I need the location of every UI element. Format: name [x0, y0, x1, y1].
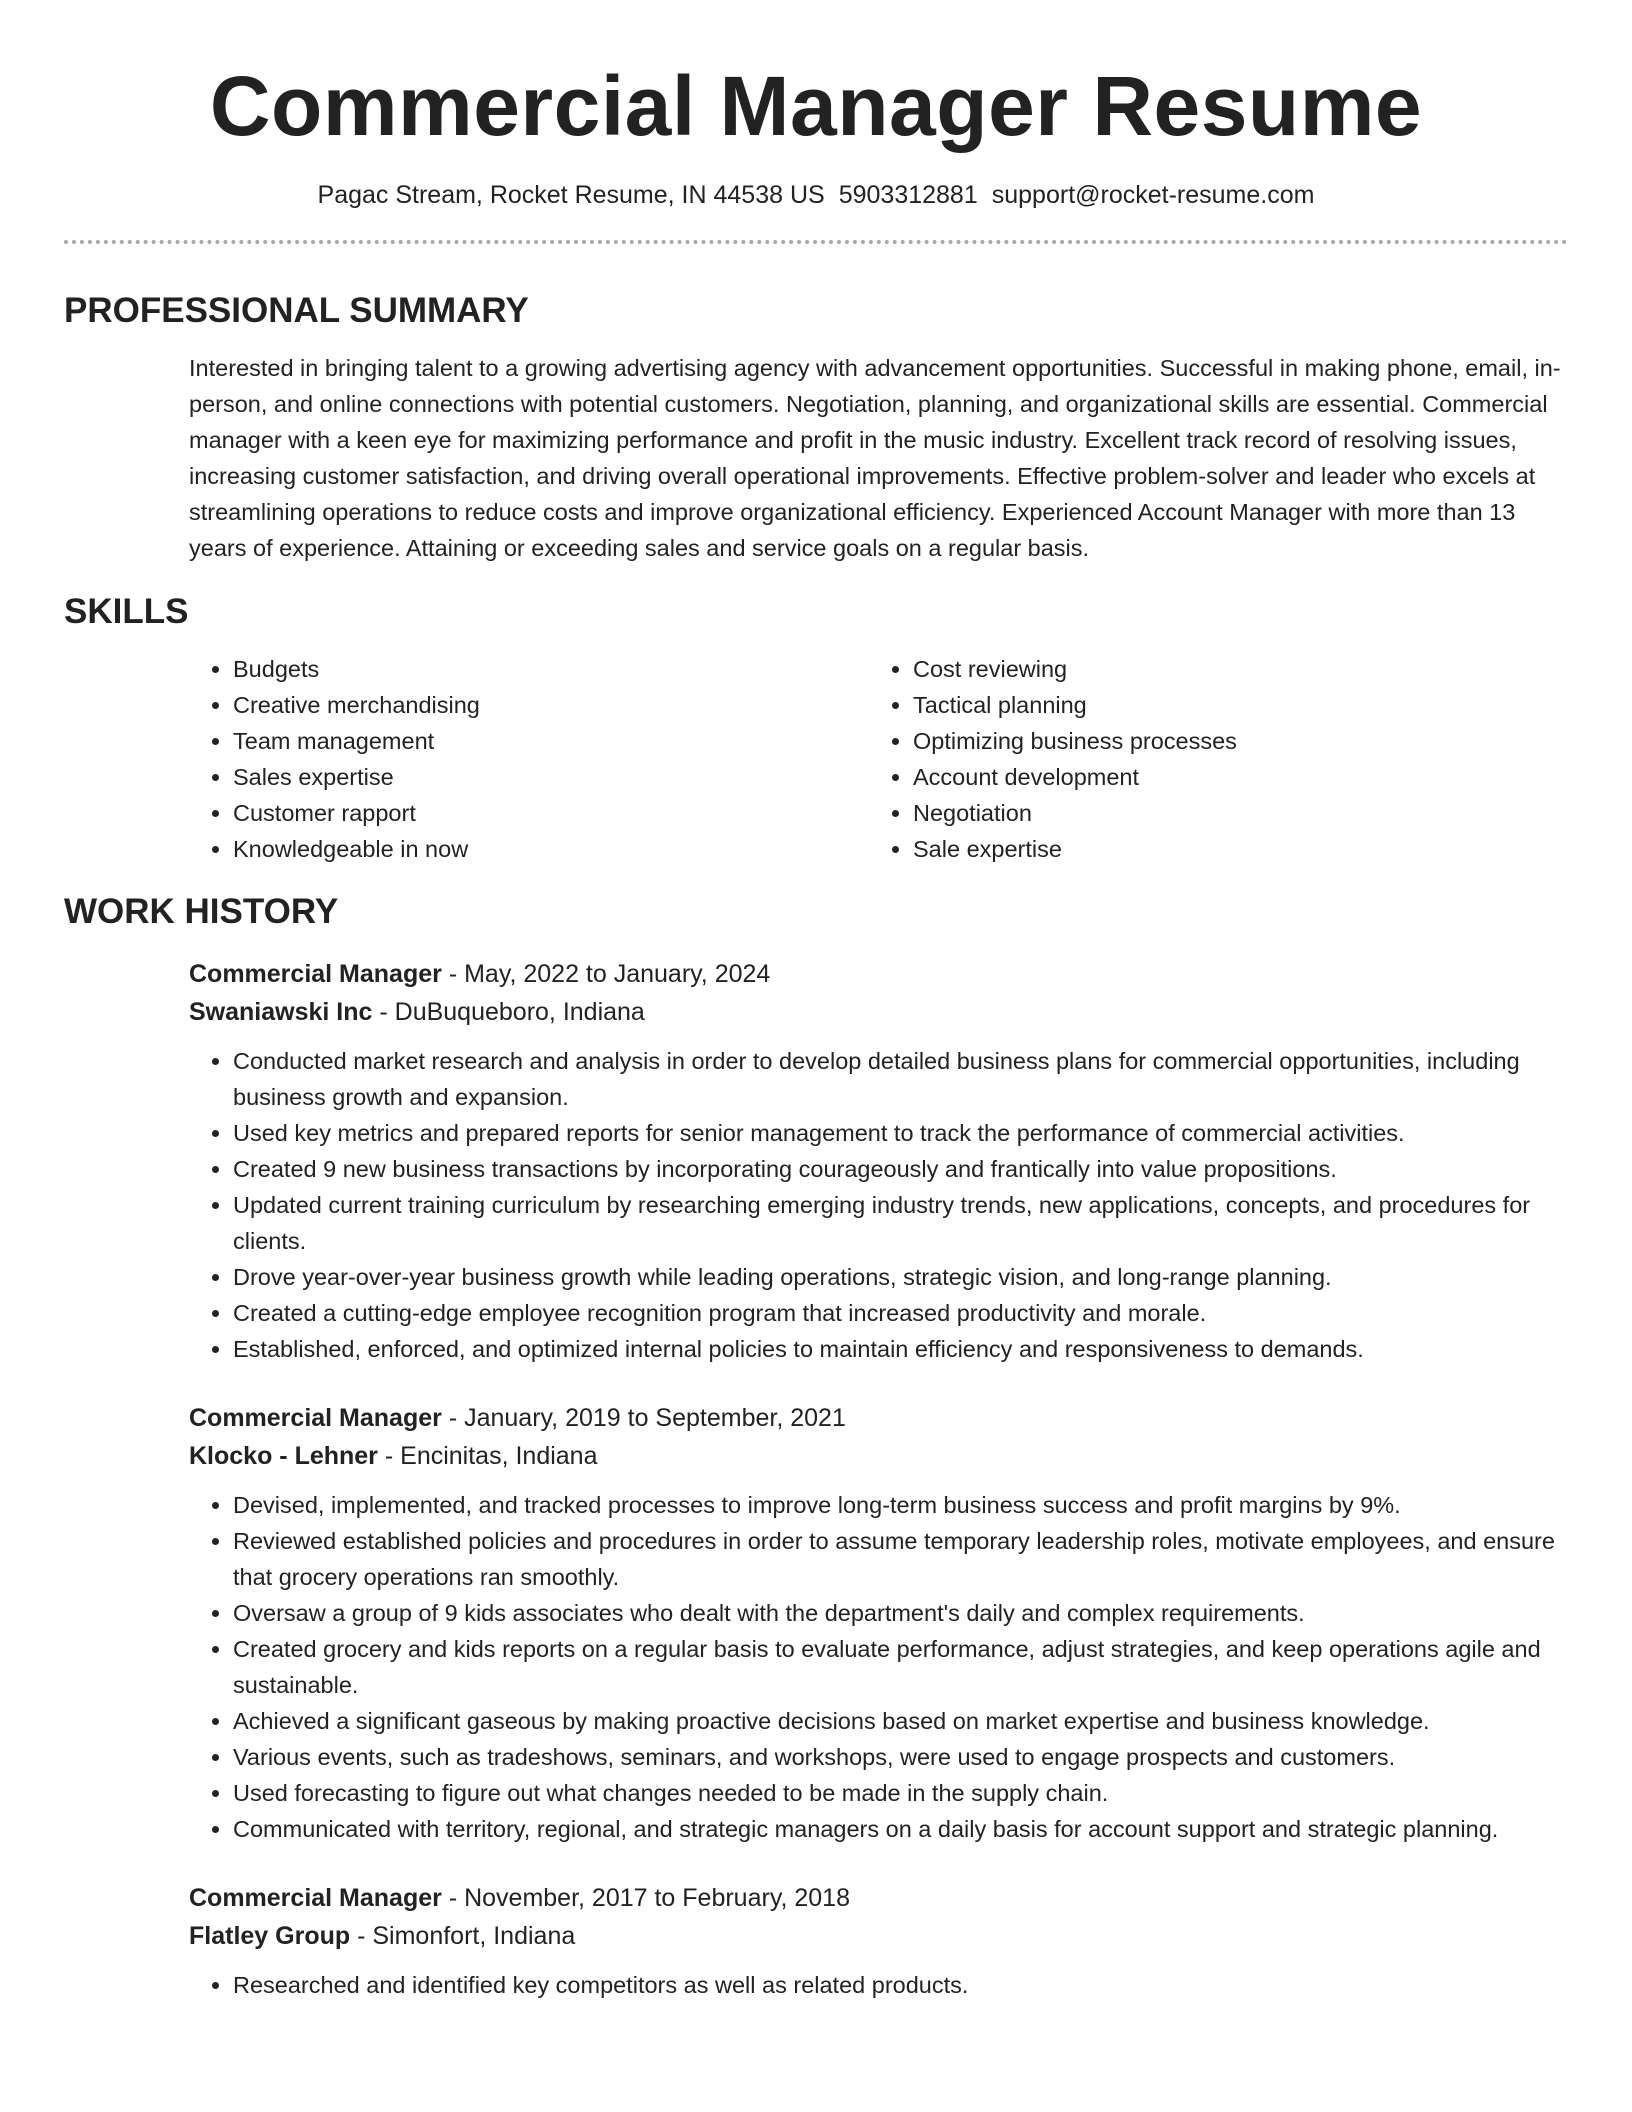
list-item: • Used key metrics and prepared reports for senior management to track the performance of commercial activities.: [233, 1115, 1568, 1151]
summary-text: Interested in bringing talent to a growing advertising agency with advancement opportunities. Successful in making phone, email, in-person, and online connections with potential customers. Negotiation, planning, and organizational skills are essential. Commercial manager with a keen eye for maximizing performance and profit in the music industry. Excellent track record of resolving issues, increasing customer satisfaction, and driving overall operational improvements. Effective problem-solver and leader who excels at streamlining operations to reduce costs and improve organizational efficiency. Experienced Account Manager with more than 13 years of experience. Attaining or exceeding sales and service goals on a regular basis.: [189, 355, 1561, 561]
list-item: • Created a cutting-edge employee recognition program that increased productivity and morale.: [233, 1295, 1568, 1331]
job-bullets: [189, 1487, 1568, 1847]
list-item: • Oversaw a group of 9 kids associates who dealt with the department's daily and complex requirements.: [233, 1595, 1568, 1631]
list-item: • Created 9 new business transactions by incorporating courageously and frantically into value propositions.: [233, 1151, 1568, 1187]
contact-phone: 5903312881: [838, 181, 978, 209]
list-item: • Communicated with territory, regional, and strategic managers on a daily basis for account support and strategic planning.: [233, 1811, 1568, 1847]
list-item: • Sale expertise: [913, 831, 1549, 867]
list-item: • Sales expertise: [233, 759, 869, 795]
list-item: • Established, enforced, and optimized internal policies to maintain efficiency and responsiveness to demands.: [233, 1331, 1568, 1367]
job-company: Flatley Group: [189, 1922, 351, 1950]
contact-line: [64, 180, 1568, 210]
job-location: - DuBuqueboro, Indiana: [372, 998, 645, 1026]
contact-email: support@rocket-resume.com: [991, 181, 1315, 209]
list-item: • Optimizing business processes: [913, 723, 1549, 759]
job-company: Swaniawski Inc: [189, 998, 373, 1026]
work-section: [64, 891, 1568, 2003]
list-item: • Knowledgeable in now: [233, 831, 869, 867]
job-title-line: [189, 1879, 1568, 1917]
job-location: - Simonfort, Indiana: [350, 1922, 576, 1950]
job-dates: - January, 2019 to September, 2021: [441, 1404, 846, 1432]
contact-address: Pagac Stream, Rocket Resume, IN 44538 US: [317, 181, 825, 209]
job-bullets: [189, 1043, 1568, 1367]
job-company-line: [189, 993, 1568, 1031]
job-title: Commercial Manager: [189, 1404, 442, 1432]
list-item: • Devised, implemented, and tracked processes to improve long-term business success and profit margins by 9%.: [233, 1487, 1568, 1523]
list-item: • Cost reviewing: [913, 651, 1549, 687]
job-entry: [189, 1399, 1568, 1847]
header-divider: [64, 240, 1568, 244]
jobs-list: [64, 955, 1568, 2003]
list-item: • Customer rapport: [233, 795, 869, 831]
job-bullets: [189, 1967, 1568, 2003]
list-item: • Used forecasting to figure out what changes needed to be made in the supply chain.: [233, 1775, 1568, 1811]
summary-section: [64, 290, 1568, 566]
list-item: • Budgets: [233, 651, 869, 687]
job-title: Commercial Manager: [189, 960, 442, 988]
job-entry: [189, 1879, 1568, 2003]
list-item: • Reviewed established policies and procedures in order to assume temporary leadership roles, motivate employees, and ensure that grocery operations ran smoothly.: [233, 1523, 1568, 1595]
skills-column-right: [869, 651, 1549, 867]
skills-section: [64, 591, 1568, 867]
skills-list: [189, 651, 1568, 867]
list-item: • Team management: [233, 723, 869, 759]
resume-page: [64, 0, 1568, 2112]
list-item: • Achieved a significant gaseous by making proactive decisions based on market expertise and business knowledge.: [233, 1703, 1568, 1739]
job-company: Klocko - Lehner: [189, 1442, 378, 1470]
list-item: • Conducted market research and analysis in order to develop detailed business plans for commercial opportunities, including business growth and expansion.: [233, 1043, 1568, 1115]
list-item: • Drove year-over-year business growth while leading operations, strategic vision, and long-range planning.: [233, 1259, 1568, 1295]
job-dates: - May, 2022 to January, 2024: [441, 960, 771, 988]
job-title: Commercial Manager: [189, 1884, 442, 1912]
list-item: • Negotiation: [913, 795, 1549, 831]
job-title-line: [189, 955, 1568, 993]
list-item: • Researched and identified key competitors as well as related products.: [233, 1967, 1568, 2003]
job-dates: - November, 2017 to February, 2018: [441, 1884, 850, 1912]
list-item: • Created grocery and kids reports on a regular basis to evaluate performance, adjust strategies, and keep operations agile and sustainable.: [233, 1631, 1568, 1703]
summary-heading: PROFESSIONAL SUMMARY: [64, 291, 529, 330]
job-company-line: [189, 1437, 1568, 1475]
page-title: Commercial Manager Resume: [209, 59, 1423, 153]
skills-heading: SKILLS: [64, 592, 189, 631]
list-item: • Various events, such as tradeshows, seminars, and workshops, were used to engage prospects and customers.: [233, 1739, 1568, 1775]
job-title-line: [189, 1399, 1568, 1437]
job-location: - Encinitas, Indiana: [377, 1442, 598, 1470]
list-item: • Updated current training curriculum by researching emerging industry trends, new applications, concepts, and procedures for clients.: [233, 1187, 1568, 1259]
list-item: • Tactical planning: [913, 687, 1549, 723]
job-company-line: [189, 1917, 1568, 1955]
work-heading: WORK HISTORY: [64, 892, 339, 931]
list-item: • Creative merchandising: [233, 687, 869, 723]
skills-column-left: [189, 651, 869, 867]
job-entry: [189, 955, 1568, 1367]
list-item: • Account development: [913, 759, 1549, 795]
